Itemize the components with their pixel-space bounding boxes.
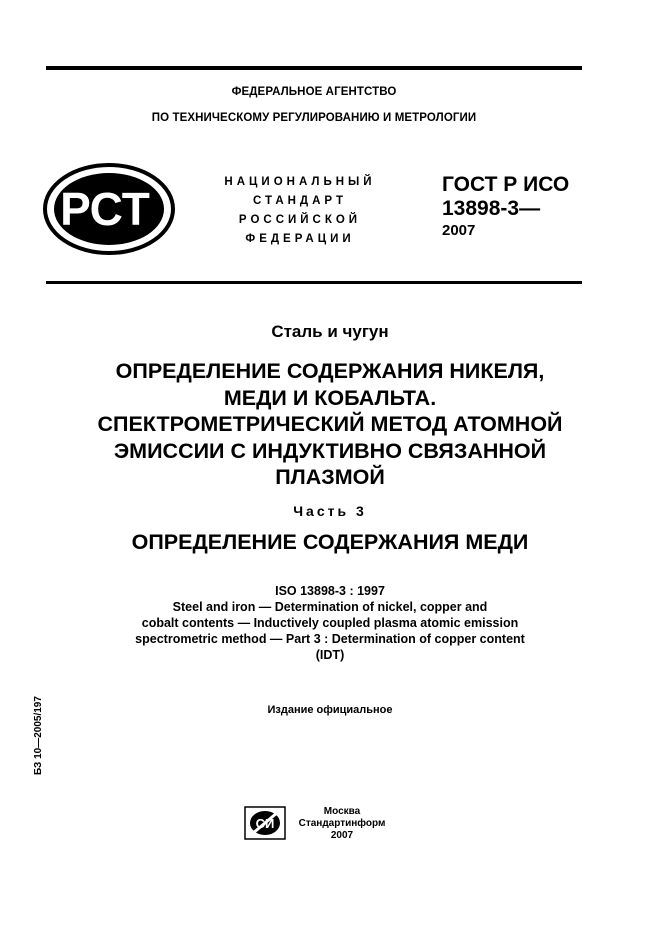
title-line: ЭМИССИИ С ИНДУКТИВНО СВЯЗАННОЙ xyxy=(113,438,547,463)
standartinform-logo-icon xyxy=(244,806,286,840)
logo-text: РСТ xyxy=(60,183,150,235)
part-label: Часть 3 xyxy=(293,503,367,519)
agency-line1: ФЕДЕРАЛЬНОЕ АГЕНТСТВО xyxy=(231,86,397,98)
title-line: МЕДИ И КОБАЛЬТА. xyxy=(223,385,437,410)
iso-reference xyxy=(40,583,620,663)
title-line: СПЕКТРОМЕТРИЧЕСКИЙ МЕТОД АТОМНОЙ xyxy=(97,412,563,436)
publisher-year: 2007 xyxy=(330,830,354,841)
national-standard-line3: РОССИЙСКОЙ xyxy=(238,214,362,226)
national-standard-label xyxy=(200,173,400,249)
rst-certification-logo-icon xyxy=(42,162,176,256)
document-title xyxy=(40,358,620,491)
official-edition-label: Издание официальное xyxy=(267,704,393,716)
iso-line: spectrometric method — Part 3 : Determination of copper content xyxy=(135,632,525,646)
part-title: ОПРЕДЕЛЕНИЕ СОДЕРЖАНИЯ МЕДИ xyxy=(131,530,529,554)
designation-line2: 13898-3— xyxy=(442,197,541,220)
national-standard-line2: СТАНДАРТ xyxy=(253,195,347,207)
title-line: ПЛАЗМОЙ xyxy=(275,465,385,489)
national-standard-line1: НАЦИОНАЛЬНЫЙ xyxy=(224,176,376,188)
title-line: ОПРЕДЕЛЕНИЕ СОДЕРЖАНИЯ НИКЕЛЯ, xyxy=(115,359,545,383)
iso-line: (IDT) xyxy=(315,648,345,662)
publisher-info xyxy=(292,806,392,842)
designation-line1: ГОСТ Р ИСО xyxy=(442,173,570,196)
iso-line: Steel and iron — Determination of nickel, copper and xyxy=(172,600,488,614)
standard-designation xyxy=(442,173,569,241)
top-rule xyxy=(46,66,582,70)
side-note: БЗ 10—2005/197 xyxy=(33,696,44,775)
iso-line: cobalt contents — Inductively coupled plasma atomic emission xyxy=(141,616,519,630)
document-subtitle: Сталь и чугун xyxy=(271,322,389,341)
middle-rule xyxy=(46,281,582,284)
designation-line3: 2007 xyxy=(442,222,476,239)
publisher-city: Москва xyxy=(323,806,361,817)
iso-line: ISO 13898-3 : 1997 xyxy=(275,584,385,598)
publisher-logo-text: СИ xyxy=(255,816,275,831)
national-standard-line4: ФЕДЕРАЦИИ xyxy=(245,233,355,245)
publisher-name: Стандартинформ xyxy=(298,818,386,829)
agency-line2: ПО ТЕХНИЧЕСКОМУ РЕГУЛИРОВАНИЮ И МЕТРОЛОГИИ xyxy=(151,112,477,124)
